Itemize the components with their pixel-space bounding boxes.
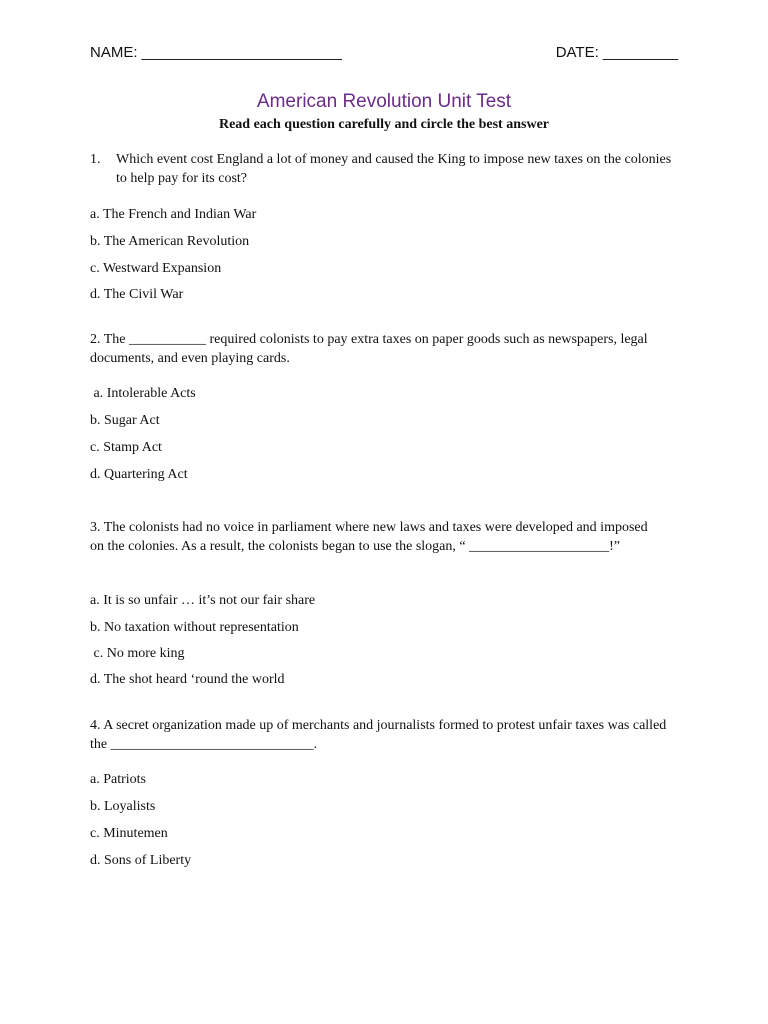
name-field[interactable]: NAME: ________________________ <box>90 44 342 61</box>
question-1-option-a[interactable]: a. The French and Indian War <box>90 207 257 222</box>
question-4-option-c[interactable]: c. Minutemen <box>90 826 168 841</box>
header-row <box>90 44 678 66</box>
question-2-option-b[interactable]: b. Sugar Act <box>90 413 160 428</box>
question-4-option-a[interactable]: a. Patriots <box>90 772 146 787</box>
question-1-option-b[interactable]: b. The American Revolution <box>90 234 250 249</box>
question-2-text: 2. The ___________ required colonists to pay extra taxes on paper goods such as newspapers, legal documents, and even playing cards. <box>90 332 648 366</box>
question-2-option-d[interactable]: d. Quartering Act <box>90 467 188 482</box>
question-1 <box>90 150 690 190</box>
question-1-number: 1. <box>90 152 101 167</box>
page-title: American Revolution Unit Test <box>256 91 512 112</box>
question-1-option-c[interactable]: c. Westward Expansion <box>90 261 222 276</box>
question-3-text: 3. The colonists had no voice in parliament where new laws and taxes were developed and imposed on the colonies. As a result, the colonists began to use the slogan, “ ____________________!” <box>90 520 648 554</box>
question-3-option-d[interactable]: d. The shot heard ‘round the world <box>90 672 285 687</box>
instructions: Read each question carefully and circle the best answer <box>218 117 549 132</box>
question-4-option-b[interactable]: b. Loyalists <box>90 799 156 814</box>
date-field[interactable]: DATE: _________ <box>555 44 678 61</box>
question-2-option-a[interactable]: a. Intolerable Acts <box>90 386 196 401</box>
question-1-text: Which event cost England a lot of money and caused the King to impose new taxes on the colonies to help pay for its cost? <box>116 152 672 186</box>
question-4-option-d[interactable]: d. Sons of Liberty <box>90 853 192 868</box>
question-2-option-c[interactable]: c. Stamp Act <box>90 440 162 455</box>
question-1-option-d[interactable]: d. The Civil War <box>90 287 184 302</box>
question-3-option-c[interactable]: c. No more king <box>90 646 185 661</box>
question-3-option-b[interactable]: b. No taxation without representation <box>90 620 299 635</box>
question-3-option-a[interactable]: a. It is so unfair … it’s not our fair share <box>90 593 316 608</box>
question-4-text: 4. A secret organization made up of merchants and journalists formed to protest unfair taxes was called the _____________________________. <box>90 718 667 752</box>
